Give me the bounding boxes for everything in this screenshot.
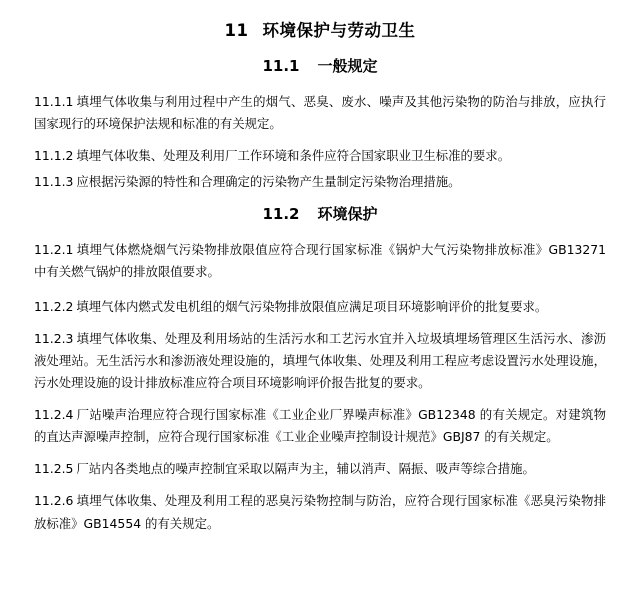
paragraph-11-2-2	[34, 296, 606, 318]
paragraph-label: 11.2.5	[34, 461, 74, 477]
section-title-11-1	[34, 57, 606, 77]
paragraph-text: 应根据污染源的特性和合理确定的污染物产生量制定污染物治理措施。	[76, 174, 461, 190]
paragraph-11-1-1	[34, 91, 606, 135]
paragraph-label: 11.2.1	[34, 241, 74, 257]
paragraph-text: 填埋气体收集、处理及利用工程的恶臭污染物控制与防治，应符合现行国家标准《恶臭污染物排放标准》GB14554 的有关规定。	[34, 493, 606, 531]
chapter-number: 11	[224, 21, 249, 40]
chapter-title	[34, 20, 606, 41]
section-number-11-1: 11.1	[262, 57, 300, 76]
section-title-text-11-1: 一般规定	[317, 57, 378, 76]
paragraph-label: 11.2.6	[34, 493, 74, 509]
paragraph-text: 填埋气体燃烧烟气污染物排放限值应符合现行国家标准《锅炉大气污染物排放标准》GB13271 中有关燃气锅炉的排放限值要求。	[34, 241, 606, 279]
paragraph-11-2-5	[34, 458, 606, 480]
paragraph-label: 11.1.3	[34, 174, 74, 190]
section-title-text-11-2: 环境保护	[317, 205, 378, 224]
paragraph-11-1-2	[34, 145, 606, 167]
paragraph-text: 厂站内各类地点的噪声控制宜采取以隔声为主，辅以消声、隔振、吸声等综合措施。	[76, 461, 535, 477]
paragraph-label: 11.2.3	[34, 330, 74, 346]
paragraph-label: 11.2.4	[34, 407, 74, 423]
paragraph-label: 11.1.2	[34, 148, 74, 164]
section-number-11-2: 11.2	[262, 205, 300, 224]
paragraph-11-2-3	[34, 328, 606, 394]
paragraph-text: 厂站噪声治理应符合现行国家标准《工业企业厂界噪声标准》GB12348 的有关规定。对建筑物的直达声源噪声控制，应符合现行国家标准《工业企业噪声控制设计规范》GBJ87 的有关规定。	[34, 407, 606, 445]
paragraph-label: 11.1.1	[34, 93, 74, 109]
paragraph-text: 填埋气体收集、处理及利用场站的生活污水和工艺污水宜并入垃圾填埋场管理区生活污水、渗沥液处理站。无生活污水和渗沥液处理设施的，填埋气体收集、处理及利用工程应考虑设置污水处理设施，污水处理设施的设计排放标准应符合项目环境影响评价报告批复的要求。	[34, 330, 606, 391]
paragraph-11-2-1	[34, 239, 606, 283]
paragraph-11-1-3	[34, 171, 606, 193]
paragraph-text: 填埋气体内燃式发电机组的烟气污染物排放限值应满足项目环境影响评价的批复要求。	[76, 298, 548, 314]
paragraph-11-2-4	[34, 404, 606, 448]
section-title-11-2	[34, 205, 606, 225]
paragraph-label: 11.2.2	[34, 298, 74, 314]
paragraph-text: 填埋气体收集与利用过程中产生的烟气、恶臭、废水、噪声及其他污染物的防治与排放，应执行国家现行的环境保护法规和标准的有关规定。	[34, 93, 606, 132]
paragraph-text: 填埋气体收集、处理及利用厂工作环境和条件应符合国家职业卫生标准的要求。	[76, 148, 511, 164]
chapter-title-text: 环境保护与劳动卫生	[262, 21, 416, 40]
paragraph-11-2-6	[34, 490, 606, 534]
